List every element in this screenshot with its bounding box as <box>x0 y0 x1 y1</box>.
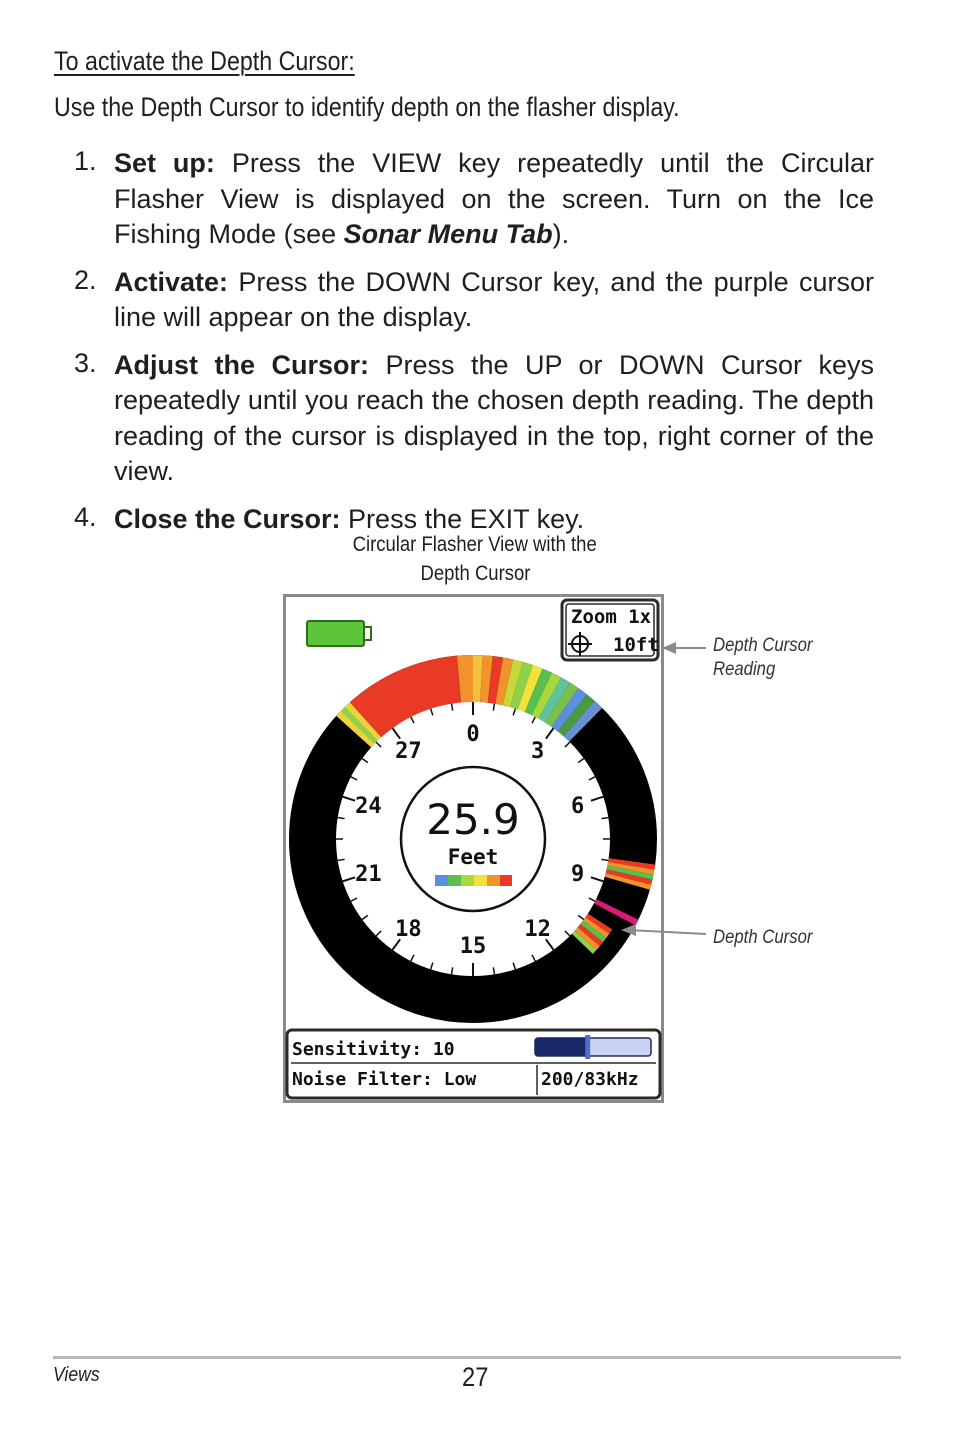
step-number: 1. <box>74 146 97 176</box>
dial-label: 9 <box>570 861 585 887</box>
sensitivity-label: Sensitivity: 10 <box>292 1039 455 1060</box>
step-number: 4. <box>74 501 97 532</box>
step-text: Press the UP or DOWN Cursor keys repeatedly until you reach the chosen depth reading. The depth reading of the cursor is displayed in the top, right corner of the view. <box>114 349 874 486</box>
page-number: 27 <box>462 1362 489 1392</box>
dial-label: 12 <box>524 916 551 942</box>
cursor-depth-reading: 10ft <box>613 634 659 656</box>
dial-label: 15 <box>459 934 487 959</box>
depth-unit: Feet <box>447 845 499 869</box>
step-number: 3. <box>74 347 97 378</box>
annotation-depth-cursor: Depth Cursor <box>713 927 813 948</box>
step-label: Close the Cursor: <box>114 503 341 534</box>
section-heading: To activate the Depth Cursor: <box>54 46 355 76</box>
step-text: Press the DOWN Cursor key, and the purple cursor line will appear on the display. <box>114 266 874 332</box>
caption-line-1: Circular Flasher View with the <box>352 533 598 556</box>
depth-value: 25.9 <box>426 795 520 844</box>
dial-label: 24 <box>355 794 382 820</box>
step-tail: ). <box>552 219 570 249</box>
step-label: Set up: <box>114 148 215 178</box>
dial-label: 18 <box>395 916 422 942</box>
step-text: Press the VIEW key repeatedly until the Circular Flasher View is displayed on the screen. Turn on the Ice Fishing Mode (see <box>114 148 874 249</box>
step-label: Adjust the Cursor: <box>114 349 369 380</box>
step-label: Activate: <box>114 266 229 297</box>
step-text: Press the EXIT key. <box>340 503 585 534</box>
step-reference: Sonar Menu Tab <box>343 219 553 249</box>
frequency-label: 200/83kHz <box>541 1069 639 1090</box>
dial-label: 3 <box>531 739 545 765</box>
footer-rule <box>53 1356 901 1359</box>
noise-filter-label: Noise Filter: Low <box>292 1069 477 1090</box>
annotation-depth-cursor-reading: Depth Cursor Reading <box>713 635 813 680</box>
dial-label: 0 <box>466 722 480 747</box>
footer-section: Views <box>53 1364 100 1386</box>
caption-line-2: Depth Cursor <box>420 562 530 585</box>
dial-label: 21 <box>355 861 382 887</box>
zoom-label: Zoom 1x <box>571 606 652 628</box>
step-number: 2. <box>74 264 97 295</box>
intro-paragraph: Use the Depth Cursor to identify depth on the flasher display. <box>54 92 680 122</box>
dial-label: 27 <box>395 739 422 765</box>
dial-label: 6 <box>570 794 585 820</box>
